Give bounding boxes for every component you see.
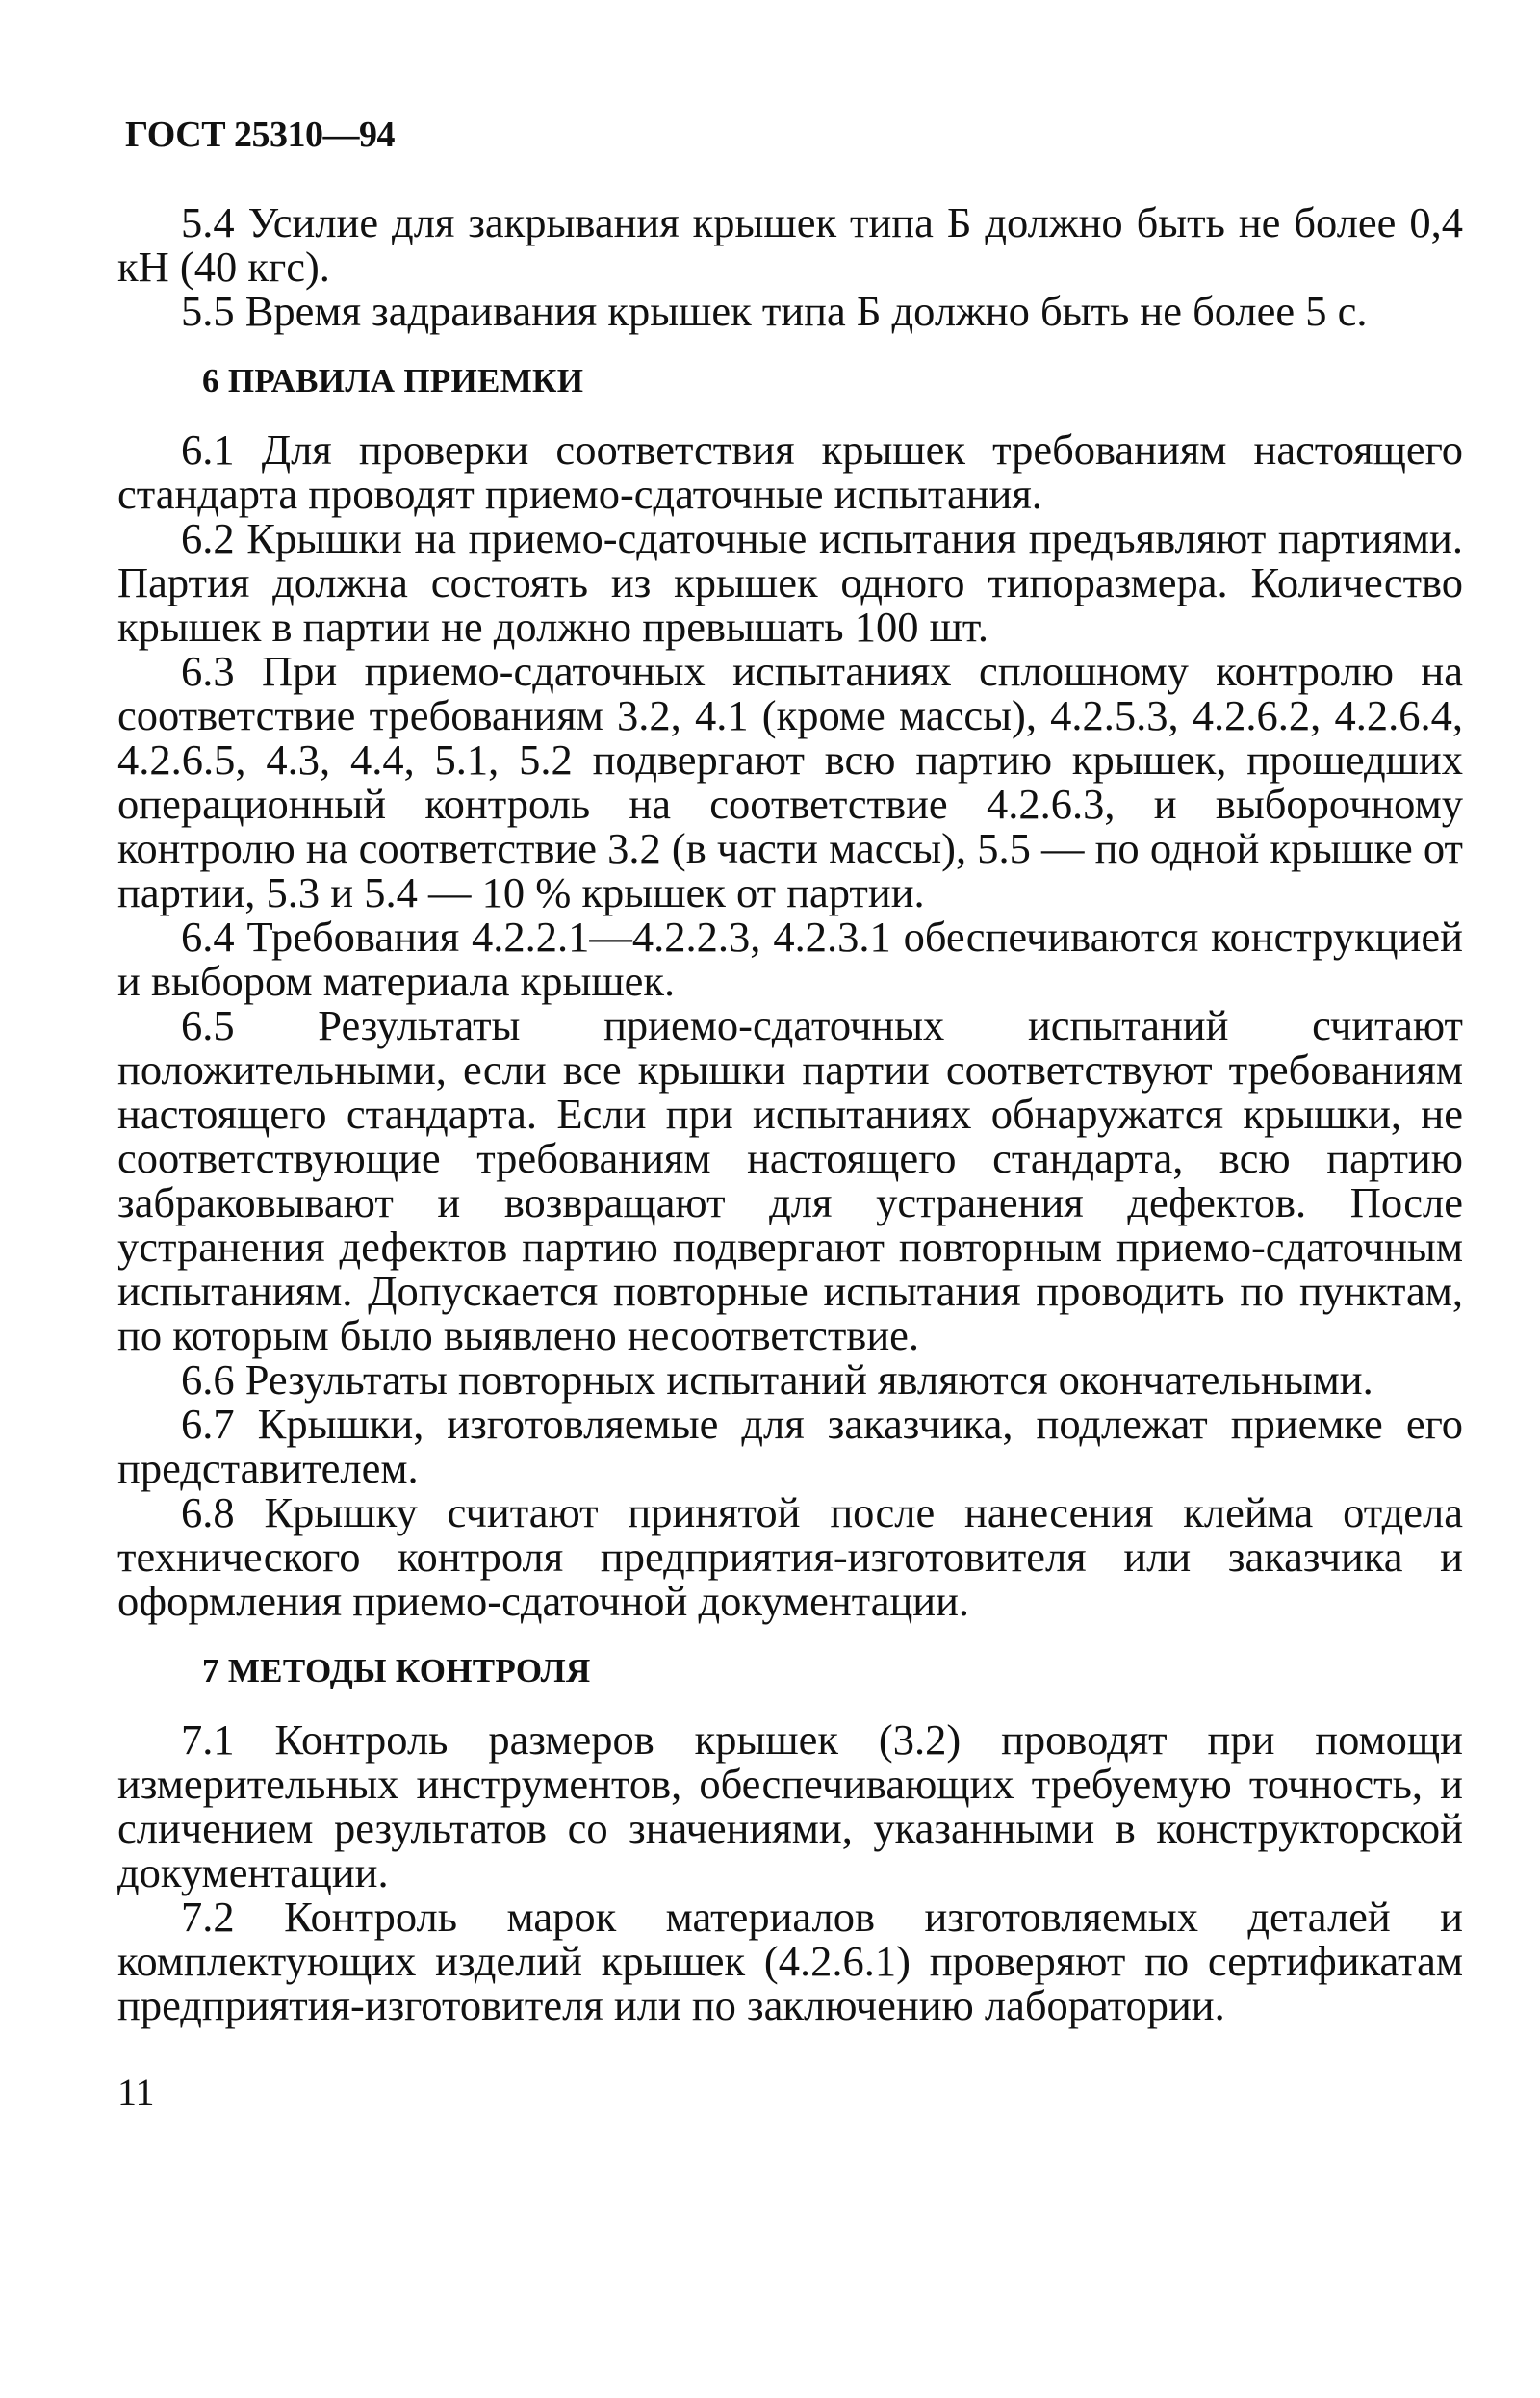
page-number: 11 bbox=[117, 2071, 155, 2114]
paragraph-7-1: 7.1 Контроль размеров крышек (3.2) проводят при помощи измерительных инструментов, обеспечивающих требуемую точность, и сличением результатов со значениями, указанными в конструкторской документации. bbox=[117, 1715, 1463, 1896]
paragraph-6-5: 6.5 Результаты приемо-сдаточных испытаний считают положительными, если все крышки партии соответствуют требованиям настоящего стандарта. Если при испытаниях обнаружатся крышки, не соответствующие требованиям настоящего стандарта, всю партию забраковывают и возвращают для устранения дефектов. После устранения дефектов партию подвергают повторным приемо-сдаточным испытаниям. Допускается повторные испытания проводить по пунктам, по которым было выявлено несоответствие. bbox=[117, 1001, 1463, 1359]
section-7-heading: 7 МЕТОДЫ КОНТРОЛЯ bbox=[202, 1652, 591, 1689]
paragraph-7-2: 7.2 Контроль марок материалов изготовляемых деталей и комплектующих изделий крышек (4.2.6.1) проверяют по сертификатам предприятия-изготовителя или по заключению лаборатории. bbox=[117, 1893, 1463, 2029]
paragraph-6-1: 6.1 Для проверки соответствия крышек требованиям настоящего стандарта проводят приемо-сдаточные испытания. bbox=[117, 425, 1463, 518]
page-body bbox=[117, 200, 1463, 2027]
paragraph-5-5: 5.5 Время задраивания крышек типа Б должно быть не более 5 с. bbox=[181, 287, 1368, 335]
paragraph-6-3: 6.3 При приемо-сдаточных испытаниях сплошному контролю на соответствие требованиям 3.2, 4.1 (кроме массы), 4.2.5.3, 4.2.6.2, 4.2.6.4, 4.2.6.5, 4.3, 4.4, 5.1, 5.2 подвергают всю партию крышек, прошедших операционный контроль на соответствие 4.2.6.3, и выборочному контролю на соответствие 3.2 (в части массы), 5.5 — по одной крышке от партии, 5.3 и 5.4 — 10 % крышек от партии. bbox=[117, 647, 1463, 916]
paragraph-5-4: 5.4 Усилие для закрывания крышек типа Б должно быть не более 0,4 кН (40 кгс). bbox=[117, 198, 1463, 291]
paragraph-6-2: 6.2 Крышки на приемо-сдаточные испытания предъявляют партиями. Партия должна состоять из крышек одного типоразмера. Количество крышек в партии не должно превышать 100 шт. bbox=[117, 514, 1463, 651]
paragraph-6-8: 6.8 Крышку считают принятой после нанесения клейма отдела технического контроля предприятия-изготовителя или заказчика и оформления приемо-сдаточной документации. bbox=[117, 1488, 1463, 1625]
paragraph-6-6: 6.6 Результаты повторных испытаний являются окончательными. bbox=[181, 1355, 1373, 1404]
section-6-heading: 6 ПРАВИЛА ПРИЕМКИ bbox=[202, 362, 584, 400]
paragraph-6-7: 6.7 Крышки, изготовляемые для заказчика, подлежат приемке его представителем. bbox=[117, 1400, 1463, 1492]
running-header: ГОСТ 25310—94 bbox=[125, 115, 396, 155]
paragraph-6-4: 6.4 Требования 4.2.2.1—4.2.2.3, 4.2.3.1 обеспечиваются конструкцией и выбором материала крышек. bbox=[117, 913, 1463, 1005]
